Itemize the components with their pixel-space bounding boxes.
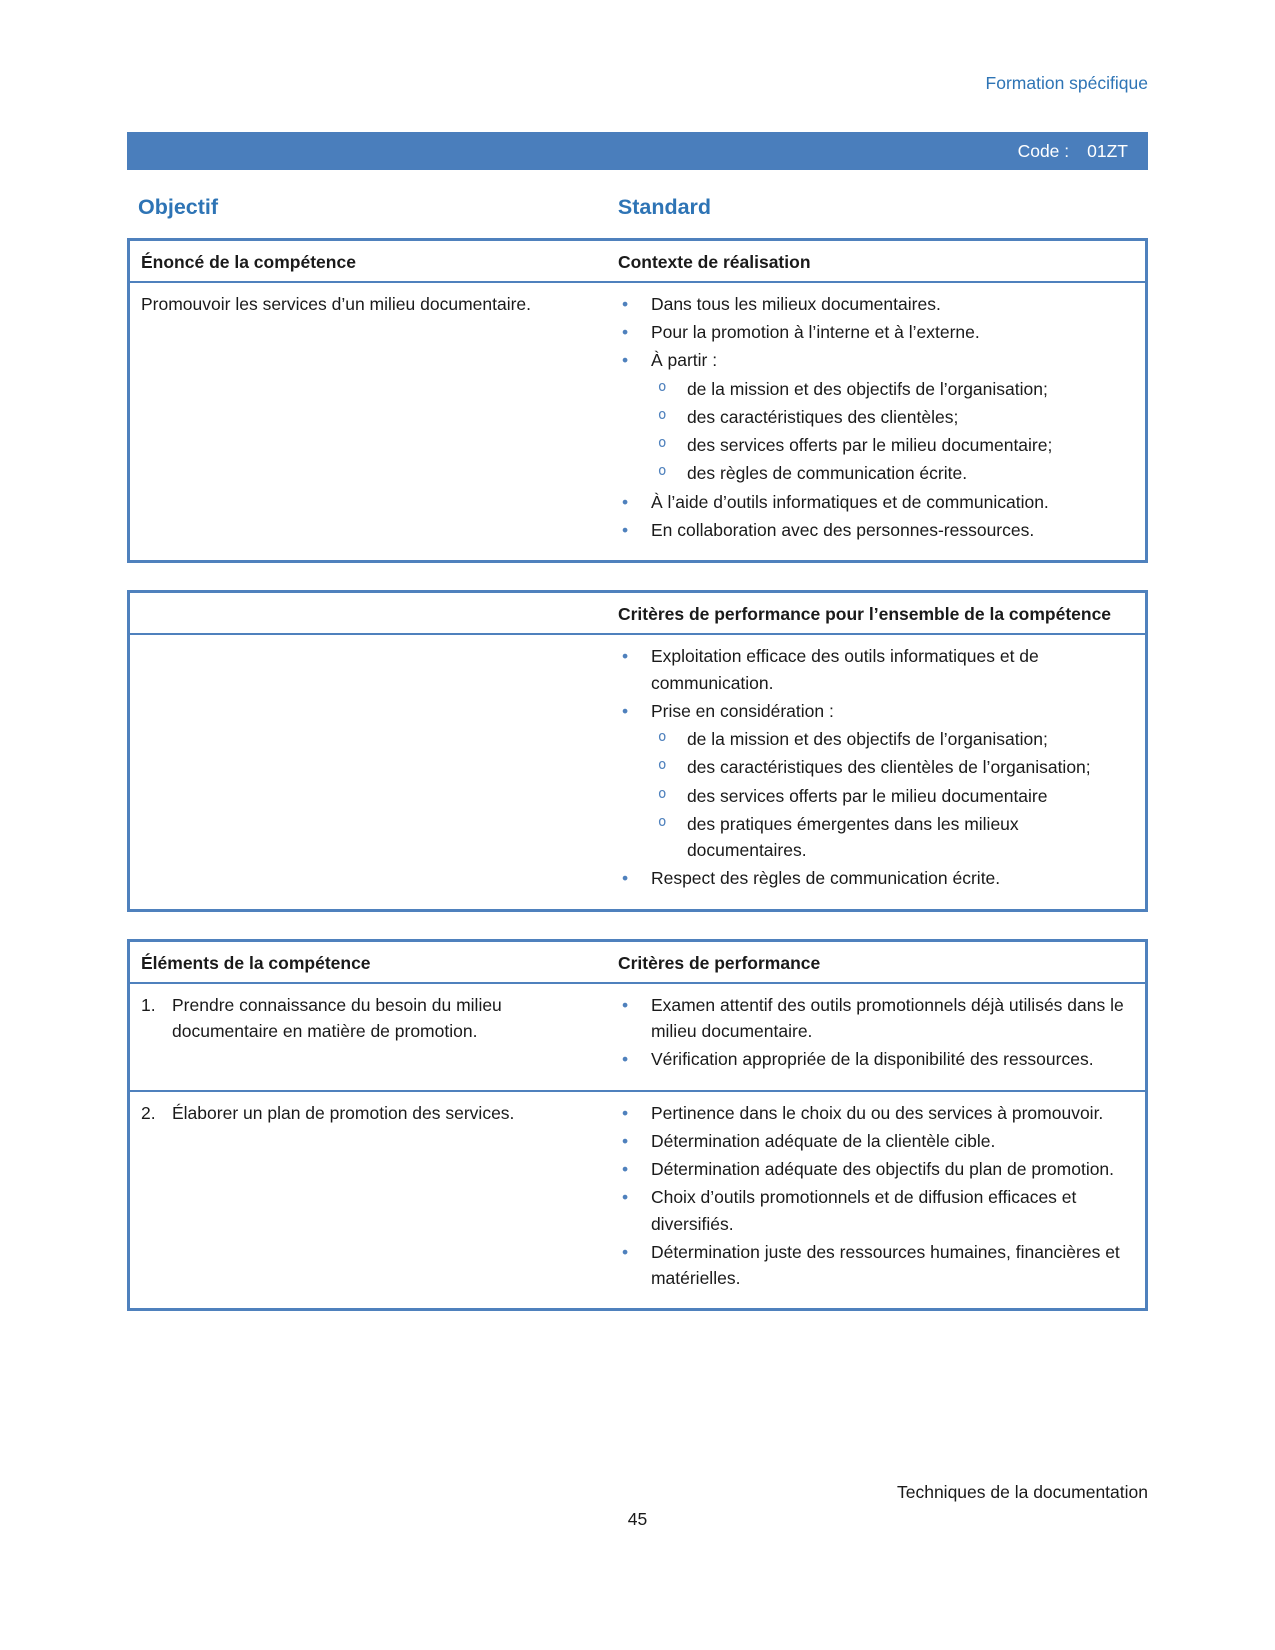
list-item: • En collaboration avec des personnes-ressources.	[618, 517, 1134, 543]
standard-title: Standard	[617, 195, 712, 220]
list-item: • Exploitation efficace des outils informatiques et de communication.	[618, 643, 1134, 696]
element-number: 2.	[141, 1102, 156, 1123]
element-number: 1.	[141, 994, 156, 1015]
list-item: • Respect des règles de communication écrite.	[618, 865, 1134, 891]
table1-header-right: Contexte de réalisation	[607, 239, 1147, 282]
table3-header-right: Critères de performance	[607, 940, 1147, 983]
table1-body-row	[129, 282, 1147, 562]
table-enonce-contexte	[127, 238, 1148, 564]
table2-header-right: Critères de performance pour l’ensemble de la compétence	[607, 592, 1147, 635]
list-item: • Détermination juste des ressources humaines, financières et matérielles.	[618, 1239, 1134, 1292]
sub-list-item: o des pratiques émergentes dans les milieux documentaires.	[618, 811, 1134, 864]
section-label: Formation spécifique	[985, 73, 1148, 93]
table-criteres-ensemble	[127, 590, 1148, 912]
list-item: • Détermination adéquate des objectifs du plan de promotion.	[618, 1156, 1134, 1182]
list-item: • Pour la promotion à l’interne et à l’externe.	[618, 319, 1134, 345]
element-entry	[141, 1100, 596, 1126]
list-item: • Pertinence dans le choix du ou des services à promouvoir.	[618, 1100, 1134, 1126]
sub-list-item: o des caractéristiques des clientèles de l’organisation;	[618, 754, 1134, 780]
enonce-text: Promouvoir les services d’un milieu documentaire.	[141, 293, 532, 314]
sub-list-item: o des services offerts par le milieu documentaire	[618, 783, 1134, 809]
list-item: • Vérification appropriée de la disponibilité des ressources.	[618, 1046, 1134, 1072]
sub-list-item: o de la mission et des objectifs de l’organisation;	[618, 376, 1134, 402]
sub-list-item: o des caractéristiques des clientèles;	[618, 404, 1134, 430]
list-item: • À l’aide d’outils informatiques et de communication.	[618, 489, 1134, 515]
table2-header-row	[129, 592, 1147, 635]
table3-header-left: Éléments de la compétence	[129, 940, 607, 983]
contexte-list	[618, 291, 1134, 543]
column-titles	[127, 191, 1148, 223]
element-text: Prendre connaissance du besoin du milieu documentaire en matière de promotion.	[172, 994, 502, 1041]
objectif-title: Objectif	[138, 195, 219, 220]
list-item: • Prise en considération :	[618, 698, 1134, 724]
table3-header-row	[129, 940, 1147, 983]
element-entry	[141, 992, 596, 1045]
element-row	[129, 1091, 1147, 1310]
criteres-ensemble-list	[618, 643, 1134, 891]
table2-header-left-empty	[129, 592, 607, 635]
sub-list-item: o des services offerts par le milieu documentaire;	[618, 432, 1134, 458]
list-item: • Choix d’outils promotionnels et de diffusion efficaces et diversifiés.	[618, 1184, 1134, 1237]
list-item: • Dans tous les milieux documentaires.	[618, 291, 1134, 317]
code-bar	[127, 132, 1148, 170]
element-row	[129, 983, 1147, 1091]
page-number: 45	[627, 1508, 648, 1529]
footer-program-name: Techniques de la documentation	[896, 1481, 1148, 1502]
code-value: 01ZT	[1087, 141, 1128, 162]
sub-list-item: o des règles de communication écrite.	[618, 460, 1134, 486]
table2-body-row	[129, 634, 1147, 910]
list-item: • Examen attentif des outils promotionnels déjà utilisés dans le milieu documentaire.	[618, 992, 1134, 1045]
table2-left-empty-cell	[129, 634, 607, 910]
element-text: Élaborer un plan de promotion des services.	[172, 1102, 515, 1123]
list-item: • Détermination adéquate de la clientèle cible.	[618, 1128, 1134, 1154]
list-item: • À partir :	[618, 347, 1134, 373]
table-elements-criteres	[127, 939, 1148, 1312]
sub-list-item: o de la mission et des objectifs de l’organisation;	[618, 726, 1134, 752]
criteria-list	[618, 1100, 1134, 1292]
criteria-list	[618, 992, 1134, 1073]
code-label: Code :	[1017, 141, 1070, 162]
table1-header-row	[129, 239, 1147, 282]
table1-header-left: Énoncé de la compétence	[129, 239, 607, 282]
